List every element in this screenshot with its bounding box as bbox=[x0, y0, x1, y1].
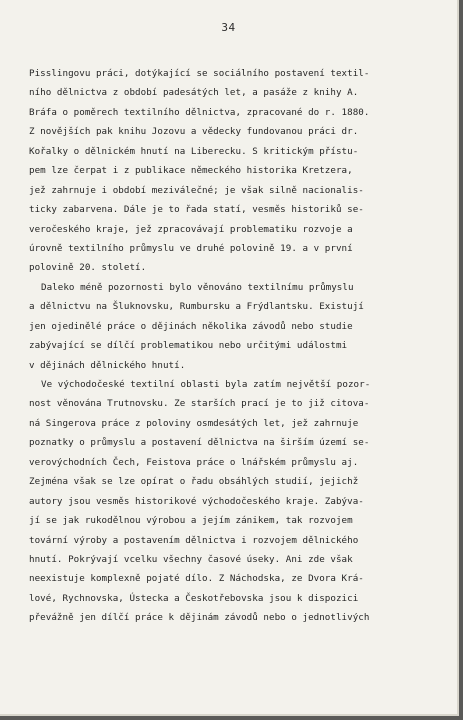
body-text bbox=[29, 64, 429, 628]
paragraph bbox=[29, 375, 429, 628]
text-line: Daleko méně pozornosti bylo věnováno textilnímu průmyslu bbox=[41, 281, 354, 293]
text-line: verovýchodních Čech, Feistova práce o lnářském průmyslu aj. bbox=[29, 456, 359, 468]
text-line: úrovně textilního průmyslu ve druhé polovině 19. a v první bbox=[29, 242, 353, 254]
paragraph bbox=[29, 278, 429, 375]
text-line: polovině 20. století. bbox=[29, 262, 147, 274]
text-line: pem lze čerpat i z publikace německého historika Kretzera, bbox=[29, 165, 353, 177]
text-line: a dělnictvu na Šluknovsku, Rumbursku a Frýdlantsku. Existují bbox=[29, 301, 364, 313]
text-line: neexistuje komplexně pojaté dílo. Z Náchodska, ze Dvora Krá- bbox=[29, 573, 364, 585]
text-line: ná Singerova práce z poloviny osmdesátých let, jež zahrnuje bbox=[29, 417, 359, 429]
text-line: převážně jen dílčí práce k dějinám závodů nebo o jednotlivých bbox=[29, 612, 370, 624]
paragraph bbox=[29, 64, 429, 278]
text-line: Zejména však se lze opírat o řadu obsáhlých studií, jejichž bbox=[29, 476, 359, 488]
text-line: ního dělnictva z období padesátých let, a pasáže z knihy A. bbox=[29, 87, 359, 99]
text-line: v dějinách dělnického hnutí. bbox=[29, 359, 186, 371]
page-number: 34 bbox=[221, 21, 236, 34]
text-line: jí se jak rukodělnou výrobou a jejím zánikem, tak rozvojem bbox=[29, 515, 353, 527]
text-line: Bráfa o poměrech textilního dělnictva, zpracované do r. 1880. bbox=[29, 106, 370, 118]
text-line: Pisslingovu práci, dotýkající se sociálního postavení textil- bbox=[29, 68, 370, 79]
text-line: lové, Rychnovska, Ústecka a Českotřebovska jsou k dispozici bbox=[29, 592, 359, 604]
text-line: poznatky o průmyslu a postavení dělnictva na širším území se- bbox=[29, 437, 370, 449]
text-line: veročeského kraje, jež zpracovávají problematiku rozvoje a bbox=[29, 223, 353, 235]
text-line: nost věnována Trutnovsku. Ze starších prací je to již citova- bbox=[29, 398, 370, 410]
text-line: Z novějších pak knihu Jozovu a vědecky fundovanou práci dr. bbox=[29, 126, 359, 138]
text-line: autory jsou vesměs historikové východočeského kraje. Zabýva- bbox=[29, 495, 364, 507]
text-line: zabývající se dílčí problematikou nebo určitými událostmi bbox=[29, 340, 348, 352]
text-line: tovární výroby a postavením dělnictva i rozvojem dělnického bbox=[29, 534, 359, 546]
text-line: Ve východočeské textilní oblasti byla zatím největší pozor- bbox=[41, 379, 371, 390]
text-line: hnutí. Pokrývají vcelku všechny časové úseky. Ani zde však bbox=[29, 553, 353, 565]
text-line: ticky zabarvena. Dále je to řada statí, vesměs historiků se- bbox=[29, 204, 364, 216]
text-line: jen ojedinělé práce o dějinách několika závodů nebo studie bbox=[29, 320, 353, 332]
text-line: Kořalky o dělnickém hnutí na Liberecku. S kritickým přístu- bbox=[29, 145, 359, 157]
text-line: jež zahrnuje i období meziválečné; je však silně nacionalis- bbox=[29, 184, 364, 196]
